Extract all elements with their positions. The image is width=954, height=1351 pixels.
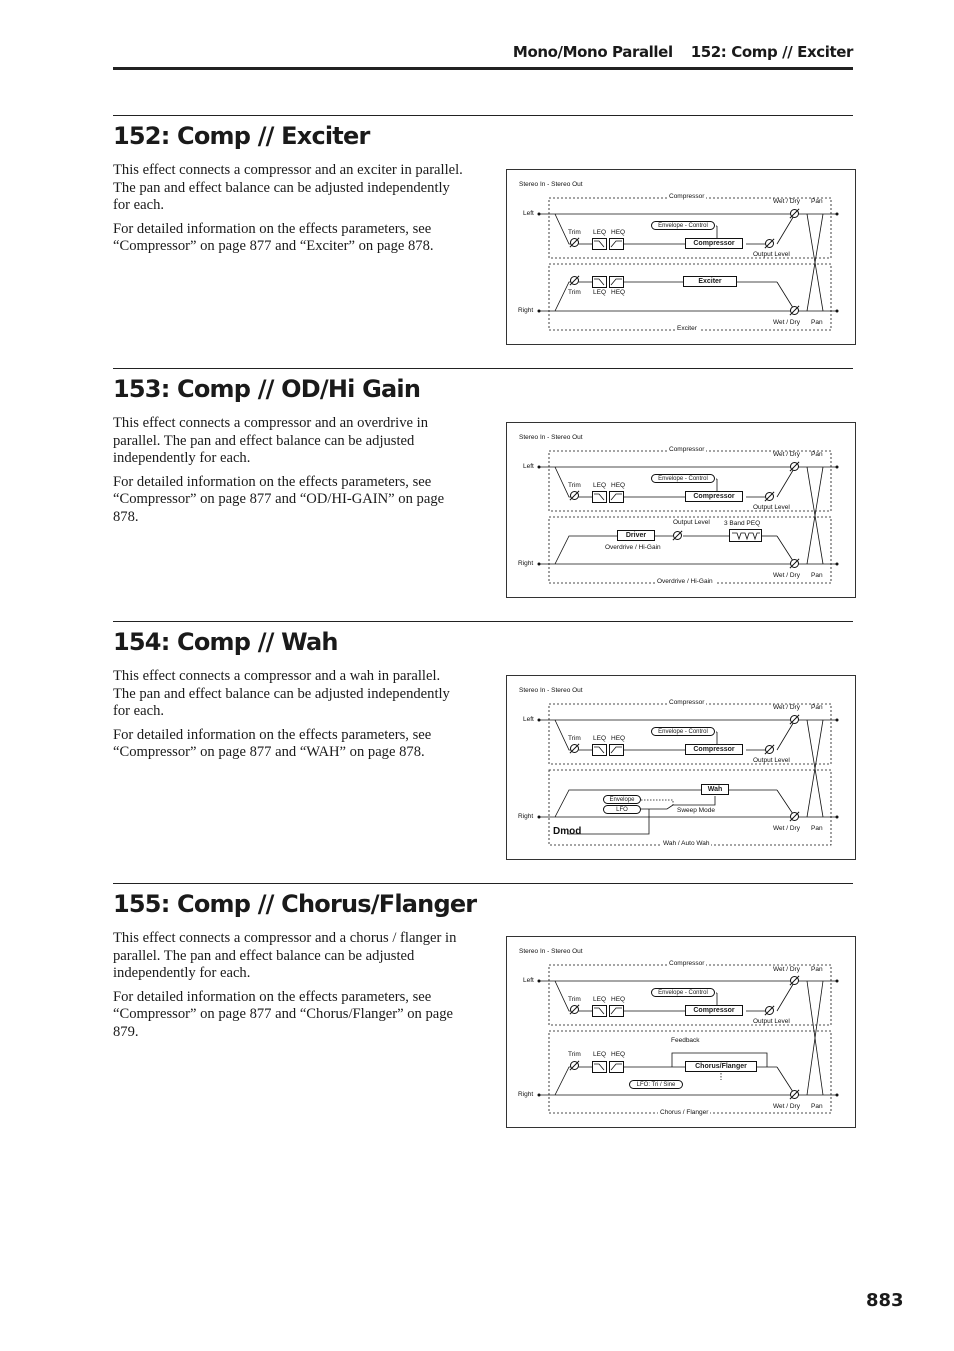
trim-label: Trim	[568, 229, 581, 236]
header-chapter: Mono/Mono Parallel	[512, 43, 673, 61]
trim-label: Trim	[568, 1051, 581, 1058]
output-level-label: Output Level	[753, 1018, 790, 1025]
output-level-knob-icon	[765, 239, 774, 248]
wet-dry-knob-icon	[790, 306, 799, 315]
heq-filter-icon	[609, 744, 624, 756]
output-level-label: Output Level	[753, 757, 790, 764]
heq-filter-icon	[609, 491, 624, 503]
section-paragraph: For detailed information on the effects parameters, see “Compressor” on page 877 and “Exciter” on page 878.	[113, 220, 434, 255]
leq-label: LEQ	[593, 996, 607, 1003]
wah-group-label: Wah / Auto Wah	[663, 840, 710, 847]
compressor-group-label: Compressor	[669, 446, 705, 453]
leq-label: LEQ	[593, 289, 607, 296]
header-text	[513, 43, 853, 61]
io-label: Stereo In - Stereo Out	[519, 948, 583, 955]
driver-box: Driver	[617, 530, 655, 541]
section-paragraph: This effect connects a compressor and a wah in parallel. The pan and effect balance can be adjusted independently for each.	[113, 668, 450, 720]
heq-label: HEQ	[611, 735, 626, 742]
chorus-flanger-box: Chorus/Flanger	[685, 1061, 757, 1072]
section-153	[113, 368, 853, 618]
leq-filter-icon	[592, 1061, 607, 1073]
exciter-box: Exciter	[683, 276, 737, 287]
envelope-control-pill: Envelope - Control	[651, 988, 715, 997]
peq-label: 3 Band PEQ	[724, 520, 761, 527]
output-level-knob-icon	[765, 745, 774, 754]
wet-dry-knob-icon	[790, 715, 799, 724]
wet-dry-label: Wet / Dry	[773, 966, 800, 973]
wet-dry-knob-icon	[790, 1090, 799, 1099]
wet-dry-knob-icon	[790, 462, 799, 471]
section-paragraph: For detailed information on the effects parameters, see “Compressor” on page 877 and “Chorus/Flanger” on page 879.	[113, 988, 454, 1040]
pan-label: Pan	[811, 704, 823, 711]
compressor-group-label: Compressor	[669, 193, 705, 200]
block-diagram-exciter	[506, 169, 856, 345]
trim-label: Trim	[568, 289, 581, 296]
compressor-box: Compressor	[685, 744, 743, 755]
compressor-group-label: Compressor	[669, 960, 705, 967]
section-paragraph: For detailed information on the effects parameters, see “Compressor” on page 877 and “OD/HI-GAIN” on page 878.	[113, 473, 445, 525]
output-level-knob-icon	[765, 1006, 774, 1015]
lfo-pill: LFO	[603, 805, 641, 814]
trim-label: Trim	[568, 735, 581, 742]
left-label: Left	[523, 716, 534, 723]
overdrive-group-label: Overdrive / Hi-Gain	[657, 578, 713, 585]
pan-label: Pan	[811, 1103, 823, 1110]
output-level-knob-icon	[765, 492, 774, 501]
leq-filter-icon	[592, 491, 607, 503]
wet-dry-label: Wet / Dry	[773, 825, 800, 832]
exciter-group-label: Exciter	[677, 325, 697, 332]
heq-filter-icon	[609, 276, 624, 288]
section-body	[113, 415, 465, 527]
heq-filter-icon	[609, 1005, 624, 1017]
leq-label: LEQ	[593, 482, 607, 489]
section-152	[113, 115, 853, 365]
wet-dry-label: Wet / Dry	[773, 198, 800, 205]
output-level-label: Output Level	[673, 519, 710, 526]
block-diagram-wah	[506, 675, 856, 860]
trim-knob-icon	[570, 1061, 579, 1070]
output-level-knob-icon	[673, 531, 682, 540]
compressor-group-label: Compressor	[669, 699, 705, 706]
heq-label: HEQ	[611, 229, 626, 236]
section-title: 155: Comp // Chorus/Flanger	[113, 890, 477, 918]
wah-box: Wah	[701, 784, 729, 795]
dmod-source-icon: Dmod	[553, 826, 582, 837]
section-paragraph: For detailed information on the effects parameters, see “Compressor” on page 877 and “WAH” on page 878.	[113, 726, 432, 761]
pan-label: Pan	[811, 572, 823, 579]
pan-label: Pan	[811, 319, 823, 326]
compressor-box: Compressor	[685, 1005, 743, 1016]
leq-filter-icon	[592, 1005, 607, 1017]
pan-label: Pan	[811, 451, 823, 458]
trim-knob-icon	[570, 1005, 579, 1014]
heq-label: HEQ	[611, 289, 626, 296]
leq-filter-icon	[592, 744, 607, 756]
wet-dry-label: Wet / Dry	[773, 572, 800, 579]
heq-filter-icon	[609, 238, 624, 250]
peq-curve-icon	[729, 529, 762, 542]
right-label: Right	[518, 560, 534, 567]
wet-dry-knob-icon	[790, 812, 799, 821]
section-paragraph: This effect connects a compressor and an exciter in parallel. The pan and effect balance can be adjusted independently for each.	[113, 162, 463, 214]
section-paragraph: This effect connects a compressor and an overdrive in parallel. The pan and effect balance can be adjusted independently for each.	[113, 415, 428, 467]
overdrive-sub-label: Overdrive / Hi-Gain	[605, 544, 661, 551]
running-header	[113, 40, 853, 70]
section-body	[113, 930, 465, 1042]
pan-label: Pan	[811, 198, 823, 205]
leq-label: LEQ	[593, 1051, 607, 1058]
leq-filter-icon	[592, 276, 607, 288]
wet-dry-knob-icon	[790, 976, 799, 985]
left-label: Left	[523, 977, 534, 984]
io-label: Stereo In - Stereo Out	[519, 687, 583, 694]
wet-dry-label: Wet / Dry	[773, 704, 800, 711]
wet-dry-label: Wet / Dry	[773, 1103, 800, 1110]
sweep-mode-label: Sweep Mode	[677, 807, 715, 814]
trim-knob-icon	[570, 744, 579, 753]
pan-label: Pan	[811, 966, 823, 973]
block-diagram-chorus-flanger	[506, 936, 856, 1128]
right-label: Right	[518, 1091, 534, 1098]
output-level-label: Output Level	[753, 504, 790, 511]
trim-label: Trim	[568, 996, 581, 1003]
heq-filter-icon	[609, 1061, 624, 1073]
io-label: Stereo In - Stereo Out	[519, 181, 583, 188]
envelope-control-pill: Envelope - Control	[651, 474, 715, 483]
lfo-pill: LFO: Tri / Sine	[629, 1080, 683, 1089]
section-paragraph: This effect connects a compressor and a chorus / flanger in parallel. The pan and effect balance can be adjusted independently for each.	[113, 930, 457, 982]
wet-dry-label: Wet / Dry	[773, 451, 800, 458]
compressor-box: Compressor	[685, 238, 743, 249]
section-body	[113, 162, 465, 256]
section-155	[113, 883, 853, 1143]
header-section: 152: Comp // Exciter	[690, 43, 853, 61]
compressor-box: Compressor	[685, 491, 743, 502]
chorus-group-label: Chorus / Flanger	[660, 1109, 709, 1116]
envelope-pill: Envelope	[603, 795, 641, 804]
envelope-control-pill: Envelope - Control	[651, 727, 715, 736]
output-level-label: Output Level	[753, 251, 790, 258]
page-number: 883	[866, 1290, 904, 1311]
trim-knob-icon	[570, 491, 579, 500]
section-title: 153: Comp // OD/Hi Gain	[113, 375, 421, 403]
left-label: Left	[523, 210, 534, 217]
section-154	[113, 621, 853, 871]
feedback-label: Feedback	[671, 1037, 700, 1044]
io-label: Stereo In - Stereo Out	[519, 434, 583, 441]
section-title: 154: Comp // Wah	[113, 628, 338, 656]
right-label: Right	[518, 307, 534, 314]
section-title: 152: Comp // Exciter	[113, 122, 370, 150]
pan-label: Pan	[811, 825, 823, 832]
block-diagram-overdrive	[506, 422, 856, 598]
leq-filter-icon	[592, 238, 607, 250]
wet-dry-knob-icon	[790, 209, 799, 218]
right-label: Right	[518, 813, 534, 820]
trim-label: Trim	[568, 482, 581, 489]
leq-label: LEQ	[593, 229, 607, 236]
wet-dry-label: Wet / Dry	[773, 319, 800, 326]
heq-label: HEQ	[611, 996, 626, 1003]
trim-knob-icon	[570, 238, 579, 247]
trim-knob-icon	[570, 276, 579, 285]
leq-label: LEQ	[593, 735, 607, 742]
envelope-control-pill: Envelope - Control	[651, 221, 715, 230]
wet-dry-knob-icon	[790, 559, 799, 568]
left-label: Left	[523, 463, 534, 470]
section-body	[113, 668, 465, 762]
heq-label: HEQ	[611, 482, 626, 489]
heq-label: HEQ	[611, 1051, 626, 1058]
